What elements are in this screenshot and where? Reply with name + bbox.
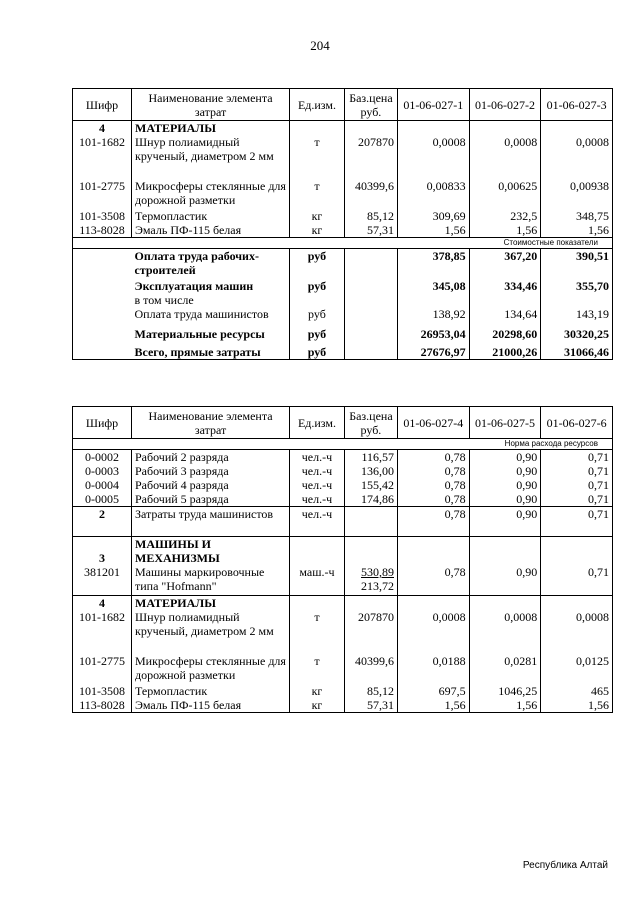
cost-name: Оплата труда машинистов <box>134 306 269 321</box>
table-row <box>73 654 613 684</box>
row-value-1: 0,78 <box>398 492 470 507</box>
row-unit: чел.-ч <box>290 450 345 465</box>
row-value-3: 0,71 <box>541 507 613 537</box>
row-unit: т <box>290 654 345 684</box>
row-value-1: 0,78 <box>398 565 470 595</box>
row-unit: чел.-ч <box>290 492 345 507</box>
row-value-3: 0,0008 <box>541 135 613 179</box>
row-value-2: 0,90 <box>469 565 541 595</box>
table-row <box>73 684 613 698</box>
table-row <box>73 209 613 223</box>
table-header-row <box>73 407 613 439</box>
row-unit: чел.-ч <box>290 478 345 492</box>
row-code: 101-1682 <box>79 135 125 149</box>
cost-unit: руб <box>290 307 345 327</box>
row-value-1: 0,78 <box>398 478 470 492</box>
header-name: Наименование элемента затрат <box>132 407 290 439</box>
cost-row <box>73 279 613 293</box>
section-title: МАТЕРИАЛЫ <box>132 595 290 610</box>
cost-value-2: 367,20 <box>469 249 541 279</box>
header-col-1: 01-06-027-1 <box>398 89 470 121</box>
row-value-1: 309,69 <box>398 209 470 223</box>
row-value-3: 1,56 <box>541 223 613 238</box>
footer-region: Республика Алтай <box>522 860 608 871</box>
row-unit: кг <box>290 223 345 238</box>
norm-label: Норма расхода ресурсов <box>73 439 613 450</box>
machine-price: 530,89 <box>361 565 394 579</box>
row-value-2: 0,0008 <box>469 610 541 654</box>
section-title: МАШИНЫ И МЕХАНИЗМЫ <box>132 537 290 566</box>
row-value-2: 0,0281 <box>469 654 541 684</box>
row-name: Термопластик <box>132 209 290 223</box>
total-unit: руб <box>290 345 345 360</box>
cost-value-3: 30320,25 <box>541 327 613 345</box>
row-value-2: 1,56 <box>469 223 541 238</box>
cost-value-2: 134,64 <box>469 307 541 327</box>
row-value-2: 0,00625 <box>469 179 541 209</box>
header-code: Шифр <box>73 89 132 121</box>
section-number: 3 <box>73 537 132 566</box>
row-value-3: 0,71 <box>541 492 613 507</box>
section-number: 4 <box>73 595 132 610</box>
table-row <box>73 179 613 209</box>
table-row <box>73 610 613 654</box>
total-value-3: 31066,46 <box>541 345 613 360</box>
row-value-2: 0,90 <box>469 450 541 465</box>
cost-row <box>73 249 613 279</box>
row-value-1: 0,0188 <box>398 654 470 684</box>
cost-value-1: 138,92 <box>398 307 470 327</box>
row-name: Рабочий 3 разряда <box>132 464 290 478</box>
row-unit: т <box>290 179 345 209</box>
row-value-2: 0,0008 <box>469 135 541 179</box>
row-value-2: 0,90 <box>469 478 541 492</box>
row-value-3: 465 <box>541 684 613 698</box>
including-row <box>73 293 613 307</box>
cost-name: Материальные ресурсы <box>134 326 265 341</box>
row-name: Шнур полиамидный крученый, диаметром 2 мм <box>132 610 290 654</box>
row-code: 0-0002 <box>85 450 119 464</box>
row-value-1: 0,78 <box>398 464 470 478</box>
row-unit: кг <box>290 209 345 223</box>
row-name: Рабочий 5 разряда <box>132 492 290 507</box>
header-col-4: 01-06-027-4 <box>398 407 470 439</box>
row-value-3: 0,00938 <box>541 179 613 209</box>
operators-row <box>73 507 613 537</box>
header-name: Наименование элемента затрат <box>132 89 290 121</box>
row-unit: т <box>290 610 345 654</box>
row-value-2: 0,90 <box>469 492 541 507</box>
row-price: 136,00 <box>344 464 397 478</box>
cost-indicators-label: Стоимостные показатели <box>73 238 613 249</box>
machine-price-secondary: 213,72 <box>361 579 394 593</box>
cost-unit: руб <box>290 279 345 293</box>
header-col-6: 01-06-027-6 <box>541 407 613 439</box>
row-name: Термопластик <box>132 684 290 698</box>
row-price: 40399,6 <box>344 179 397 209</box>
cost-value-3: 390,51 <box>541 249 613 279</box>
total-row <box>73 345 613 360</box>
row-price: 85,12 <box>344 209 397 223</box>
row-unit: маш.-ч <box>290 565 345 595</box>
row-price: 85,12 <box>344 684 397 698</box>
row-name: Затраты труда машинистов <box>132 507 290 537</box>
row-name: Эмаль ПФ-115 белая <box>132 223 290 238</box>
cost-name: Оплата труда рабочих-строителей <box>134 249 259 277</box>
row-code: 0-0003 <box>85 464 119 478</box>
row-code: 113-8028 <box>79 697 125 712</box>
header-col-5: 01-06-027-5 <box>469 407 541 439</box>
row-price: 57,31 <box>344 223 397 238</box>
row-value-1: 0,78 <box>398 507 470 537</box>
row-code: 101-1682 <box>79 609 125 624</box>
section-row <box>73 595 613 610</box>
table-header-row <box>73 89 613 121</box>
row-value-3: 0,71 <box>541 464 613 478</box>
row-value-1: 0,0008 <box>398 135 470 179</box>
table-row <box>73 478 613 492</box>
row-price <box>344 565 397 595</box>
total-name: Всего, прямые затраты <box>134 344 261 359</box>
cost-value-3: 355,70 <box>541 279 613 293</box>
cost-indicators-subheader <box>73 238 613 249</box>
cost-unit: руб <box>290 327 345 345</box>
row-value-2: 1,56 <box>469 698 541 713</box>
row-unit: чел.-ч <box>290 464 345 478</box>
row-name: Рабочий 2 разряда <box>132 450 290 465</box>
row-price: 174,86 <box>344 492 397 507</box>
cost-table-2 <box>72 406 613 713</box>
row-unit: кг <box>290 698 345 713</box>
row-unit: чел.-ч <box>290 507 345 537</box>
cost-value-1: 26953,04 <box>398 327 470 345</box>
section-number: 2 <box>73 507 132 537</box>
table-row <box>73 565 613 595</box>
table-row <box>73 464 613 478</box>
total-value-1: 27676,97 <box>398 345 470 360</box>
row-name: Эмаль ПФ-115 белая <box>132 698 290 713</box>
section-row <box>73 537 613 566</box>
row-value-1: 0,0008 <box>398 610 470 654</box>
row-name: Микросферы стеклянные для дорожной разметки <box>132 179 290 209</box>
row-code: 113-8028 <box>79 223 125 237</box>
total-value-2: 21000,26 <box>469 345 541 360</box>
table-row <box>73 492 613 507</box>
row-code: 381201 <box>84 565 120 579</box>
row-price: 116,57 <box>344 450 397 465</box>
header-code: Шифр <box>73 407 132 439</box>
row-value-2: 232,5 <box>469 209 541 223</box>
header-col-2: 01-06-027-2 <box>469 89 541 121</box>
cost-name: Эксплуатация машин <box>134 278 254 293</box>
row-value-3: 0,71 <box>541 450 613 465</box>
row-value-1: 1,56 <box>398 698 470 713</box>
row-value-1: 1,56 <box>398 223 470 238</box>
section-title: МАТЕРИАЛЫ <box>132 121 290 136</box>
cost-row <box>73 307 613 327</box>
table-row <box>73 450 613 465</box>
cost-value-3: 143,19 <box>541 307 613 327</box>
row-price: 207870 <box>344 135 397 179</box>
row-value-1: 697,5 <box>398 684 470 698</box>
section-row <box>73 121 613 136</box>
row-name: Шнур полиамидный крученый, диаметром 2 мм <box>132 135 290 179</box>
row-value-3: 348,75 <box>541 209 613 223</box>
row-name: Рабочий 4 разряда <box>132 478 290 492</box>
page-number: 204 <box>310 38 330 53</box>
table-row <box>73 135 613 179</box>
header-col-3: 01-06-027-3 <box>541 89 613 121</box>
including-label: в том числе <box>134 292 194 307</box>
cost-row <box>73 327 613 345</box>
row-value-3: 0,71 <box>541 565 613 595</box>
row-name: Микросферы стеклянные для дорожной разметки <box>132 654 290 684</box>
section-number: 4 <box>99 121 105 135</box>
row-value-2: 0,90 <box>469 464 541 478</box>
header-price: Баз.цена руб. <box>344 89 397 121</box>
cost-value-2: 334,46 <box>469 279 541 293</box>
row-unit: кг <box>290 684 345 698</box>
row-price: 57,31 <box>344 698 397 713</box>
row-value-3: 0,0008 <box>541 610 613 654</box>
row-value-1: 0,78 <box>398 450 470 465</box>
cost-table-1 <box>72 88 613 360</box>
norm-subheader <box>73 439 613 450</box>
row-name: Машины маркировочные типа "Hofmann" <box>132 565 290 595</box>
row-value-3: 0,71 <box>541 478 613 492</box>
table-row <box>73 698 613 713</box>
row-code: 0-0004 <box>85 478 119 492</box>
row-price: 155,42 <box>344 478 397 492</box>
cost-value-1: 378,85 <box>398 249 470 279</box>
header-unit: Ед.изм. <box>290 89 345 121</box>
row-value-3: 0,0125 <box>541 654 613 684</box>
row-price: 207870 <box>344 610 397 654</box>
row-code: 101-2775 <box>79 653 125 668</box>
row-price: 40399,6 <box>344 654 397 684</box>
cost-value-2: 20298,60 <box>469 327 541 345</box>
row-unit: т <box>290 135 345 179</box>
cost-unit: руб <box>290 249 345 279</box>
row-value-2: 0,90 <box>469 507 541 537</box>
cost-value-1: 345,08 <box>398 279 470 293</box>
row-code: 0-0005 <box>85 492 119 506</box>
row-value-3: 1,56 <box>541 698 613 713</box>
row-code: 101-3508 <box>79 683 125 698</box>
row-code: 101-3508 <box>79 209 125 223</box>
table-row <box>73 223 613 238</box>
header-unit: Ед.изм. <box>290 407 345 439</box>
header-price: Баз.цена руб. <box>344 407 397 439</box>
row-value-2: 1046,25 <box>469 684 541 698</box>
row-code: 101-2775 <box>79 179 125 193</box>
row-value-1: 0,00833 <box>398 179 470 209</box>
